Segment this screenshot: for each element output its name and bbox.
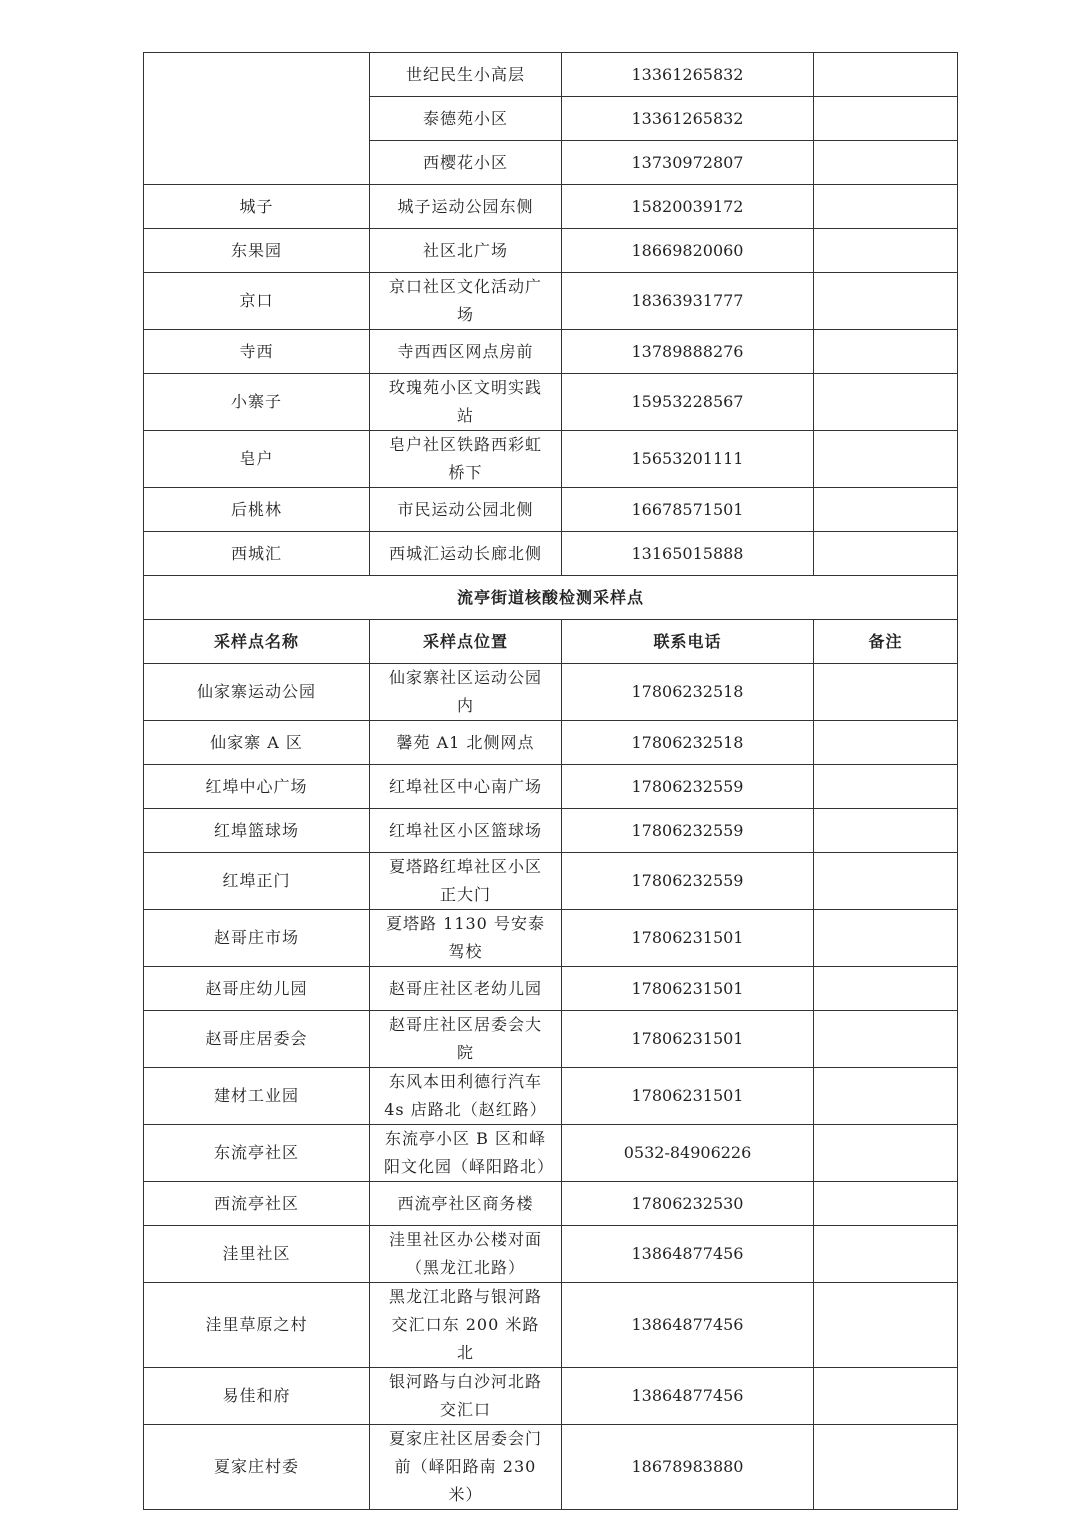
name-cell: 皂户 [144,431,370,488]
table-row [144,1011,958,1068]
header-name: 采样点名称 [144,620,370,664]
phone-cell: 17806231501 [562,910,814,967]
note-cell [814,853,958,910]
phone-cell: 13789888276 [562,330,814,374]
location-cell: 赵哥庄社区居委会大院 [370,1011,562,1068]
table-row [144,1226,958,1283]
note-cell [814,765,958,809]
header-location: 采样点位置 [370,620,562,664]
table-row [144,273,958,330]
table-row [144,664,958,721]
note-cell [814,229,958,273]
phone-cell: 17806232559 [562,765,814,809]
table-row [144,809,958,853]
location-cell: 洼里社区办公楼对面（黑龙江北路） [370,1226,562,1283]
location-cell: 红埠社区小区篮球场 [370,809,562,853]
phone-cell: 17806232518 [562,721,814,765]
phone-cell: 17806231501 [562,1068,814,1125]
location-cell: 红埠社区中心南广场 [370,765,562,809]
note-cell [814,1182,958,1226]
name-cell: 赵哥庄居委会 [144,1011,370,1068]
phone-cell: 15820039172 [562,185,814,229]
phone-cell: 13165015888 [562,532,814,576]
name-cell: 仙家寨运动公园 [144,664,370,721]
note-cell [814,721,958,765]
merged-name-cell [144,53,370,185]
location-cell: 夏塔路红埠社区小区正大门 [370,853,562,910]
phone-cell: 13864877456 [562,1283,814,1368]
note-cell [814,1226,958,1283]
table-row [144,910,958,967]
name-cell: 后桃林 [144,488,370,532]
note-cell [814,488,958,532]
note-cell [814,532,958,576]
name-cell: 赵哥庄市场 [144,910,370,967]
table-row [144,330,958,374]
phone-cell: 13361265832 [562,53,814,97]
name-cell: 建材工业园 [144,1068,370,1125]
note-cell [814,185,958,229]
testing-sites-table [143,52,958,1510]
phone-cell: 17806232530 [562,1182,814,1226]
name-cell: 红埠篮球场 [144,809,370,853]
name-cell: 洼里草原之村 [144,1283,370,1368]
location-cell: 黑龙江北路与银河路交汇口东 200 米路北 [370,1283,562,1368]
phone-cell: 16678571501 [562,488,814,532]
location-cell: 市民运动公园北侧 [370,488,562,532]
table-row [144,185,958,229]
location-cell: 馨苑 A1 北侧网点 [370,721,562,765]
name-cell: 仙家寨 A 区 [144,721,370,765]
phone-cell: 17806232559 [562,853,814,910]
phone-cell: 13864877456 [562,1368,814,1425]
phone-cell: 0532-84906226 [562,1125,814,1182]
location-cell: 泰德苑小区 [370,97,562,141]
phone-cell: 15653201111 [562,431,814,488]
table-row [144,765,958,809]
section-title-row [144,576,958,620]
column-header-row [144,620,958,664]
note-cell [814,141,958,185]
section-title: 流亭街道核酸检测采样点 [144,576,958,620]
table-row [144,374,958,431]
location-cell: 京口社区文化活动广场 [370,273,562,330]
note-cell [814,53,958,97]
name-cell: 红埠正门 [144,853,370,910]
note-cell [814,273,958,330]
location-cell: 城子运动公园东侧 [370,185,562,229]
note-cell [814,431,958,488]
name-cell: 夏家庄村委 [144,1425,370,1510]
name-cell: 西流亭社区 [144,1182,370,1226]
table-row [144,967,958,1011]
name-cell: 东果园 [144,229,370,273]
name-cell: 东流亭社区 [144,1125,370,1182]
table-row [144,532,958,576]
table-row [144,431,958,488]
location-cell: 玫瑰苑小区文明实践站 [370,374,562,431]
name-cell: 易佳和府 [144,1368,370,1425]
note-cell [814,330,958,374]
table-row [144,229,958,273]
note-cell [814,374,958,431]
header-phone: 联系电话 [562,620,814,664]
phone-cell: 17806232518 [562,664,814,721]
phone-cell: 18669820060 [562,229,814,273]
phone-cell: 13730972807 [562,141,814,185]
name-cell: 洼里社区 [144,1226,370,1283]
location-cell: 皂户社区铁路西彩虹桥下 [370,431,562,488]
location-cell: 夏塔路 1130 号安泰驾校 [370,910,562,967]
phone-cell: 18363931777 [562,273,814,330]
location-cell: 世纪民生小高层 [370,53,562,97]
name-cell: 京口 [144,273,370,330]
phone-cell: 17806231501 [562,1011,814,1068]
note-cell [814,1368,958,1425]
note-cell [814,1425,958,1510]
location-cell: 西城汇运动长廊北侧 [370,532,562,576]
note-cell [814,910,958,967]
table-row [144,1283,958,1368]
phone-cell: 15953228567 [562,374,814,431]
table-row [144,721,958,765]
location-cell: 东风本田利德行汽车 4s 店路北（赵红路） [370,1068,562,1125]
name-cell: 赵哥庄幼儿园 [144,967,370,1011]
name-cell: 小寨子 [144,374,370,431]
note-cell [814,1011,958,1068]
header-note: 备注 [814,620,958,664]
phone-cell: 18678983880 [562,1425,814,1510]
location-cell: 寺西西区网点房前 [370,330,562,374]
location-cell: 仙家寨社区运动公园内 [370,664,562,721]
table-row [144,1125,958,1182]
note-cell [814,664,958,721]
table-row [144,53,958,97]
location-cell: 社区北广场 [370,229,562,273]
note-cell [814,1068,958,1125]
name-cell: 城子 [144,185,370,229]
table-row [144,1182,958,1226]
table-row [144,1068,958,1125]
location-cell: 西樱花小区 [370,141,562,185]
note-cell [814,1283,958,1368]
name-cell: 红埠中心广场 [144,765,370,809]
phone-cell: 13361265832 [562,97,814,141]
table-row [144,853,958,910]
location-cell: 赵哥庄社区老幼儿园 [370,967,562,1011]
name-cell: 寺西 [144,330,370,374]
note-cell [814,97,958,141]
phone-cell: 17806232559 [562,809,814,853]
name-cell: 西城汇 [144,532,370,576]
location-cell: 夏家庄社区居委会门前（峄阳路南 230 米） [370,1425,562,1510]
table-row [144,1425,958,1510]
table-row [144,488,958,532]
note-cell [814,967,958,1011]
table-row [144,1368,958,1425]
location-cell: 西流亭社区商务楼 [370,1182,562,1226]
phone-cell: 17806231501 [562,967,814,1011]
note-cell [814,809,958,853]
note-cell [814,1125,958,1182]
phone-cell: 13864877456 [562,1226,814,1283]
location-cell: 东流亭小区 B 区和峄阳文化园（峄阳路北） [370,1125,562,1182]
location-cell: 银河路与白沙河北路交汇口 [370,1368,562,1425]
